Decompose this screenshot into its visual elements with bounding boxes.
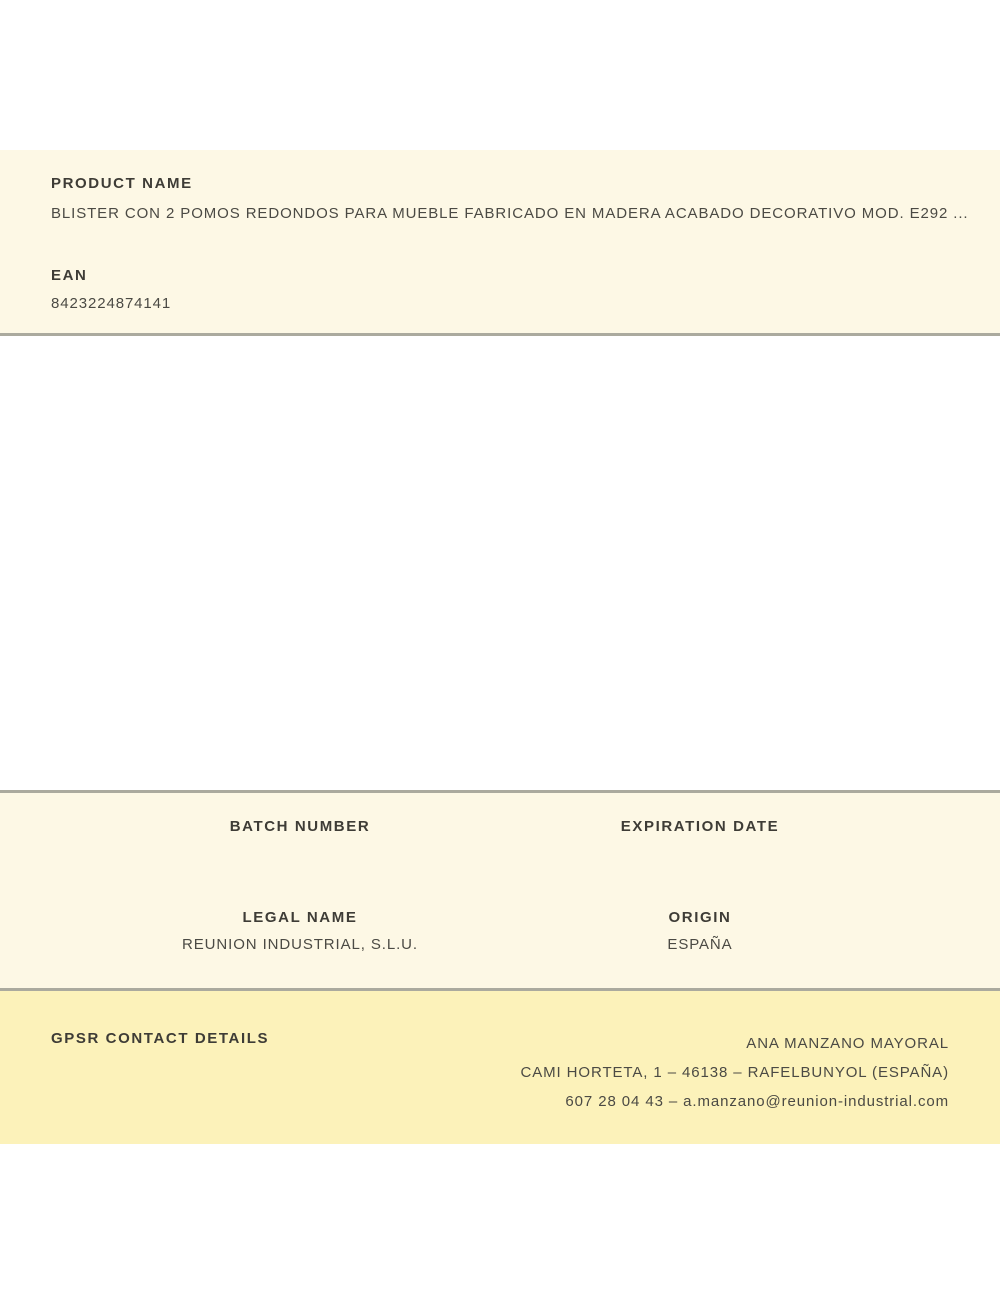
top-whitespace [0, 0, 1000, 150]
details-section [0, 790, 1000, 991]
origin-value: ESPAÑA [667, 936, 733, 953]
contact-person-name: ANA MANZANO MAYORAL [746, 1035, 949, 1052]
gpsr-contact-label: GPSR CONTACT DETAILS [51, 1030, 270, 1047]
contact-phone-email: 607 28 04 43 – a.manzano@reunion-industrial.com [565, 1093, 949, 1110]
middle-whitespace [0, 336, 1000, 790]
origin-label: ORIGIN [668, 909, 732, 926]
product-name-label: PRODUCT NAME [51, 175, 193, 192]
legal-name-label: LEGAL NAME [242, 909, 358, 926]
ean-label: EAN [51, 267, 88, 284]
batch-number-label: BATCH NUMBER [229, 818, 371, 835]
details-right-column [500, 817, 900, 988]
details-left-column [100, 817, 500, 988]
ean-value: 8423224874141 [51, 295, 172, 312]
gpsr-contact-section [0, 991, 1000, 1144]
expiration-date-label: EXPIRATION DATE [620, 818, 780, 835]
product-name-value: BLISTER CON 2 POMOS REDONDOS PARA MUEBLE FABRICADO EN MADERA ACABADO DECORATIVO MOD. E292 ... [51, 205, 969, 222]
product-section [0, 150, 1000, 336]
contact-address: CAMI HORTETA, 1 – 46138 – RAFELBUNYOL (ESPAÑA) [520, 1064, 949, 1081]
gpsr-contact-info [521, 1029, 949, 1116]
legal-name-value: REUNION INDUSTRIAL, S.L.U. [182, 936, 418, 953]
